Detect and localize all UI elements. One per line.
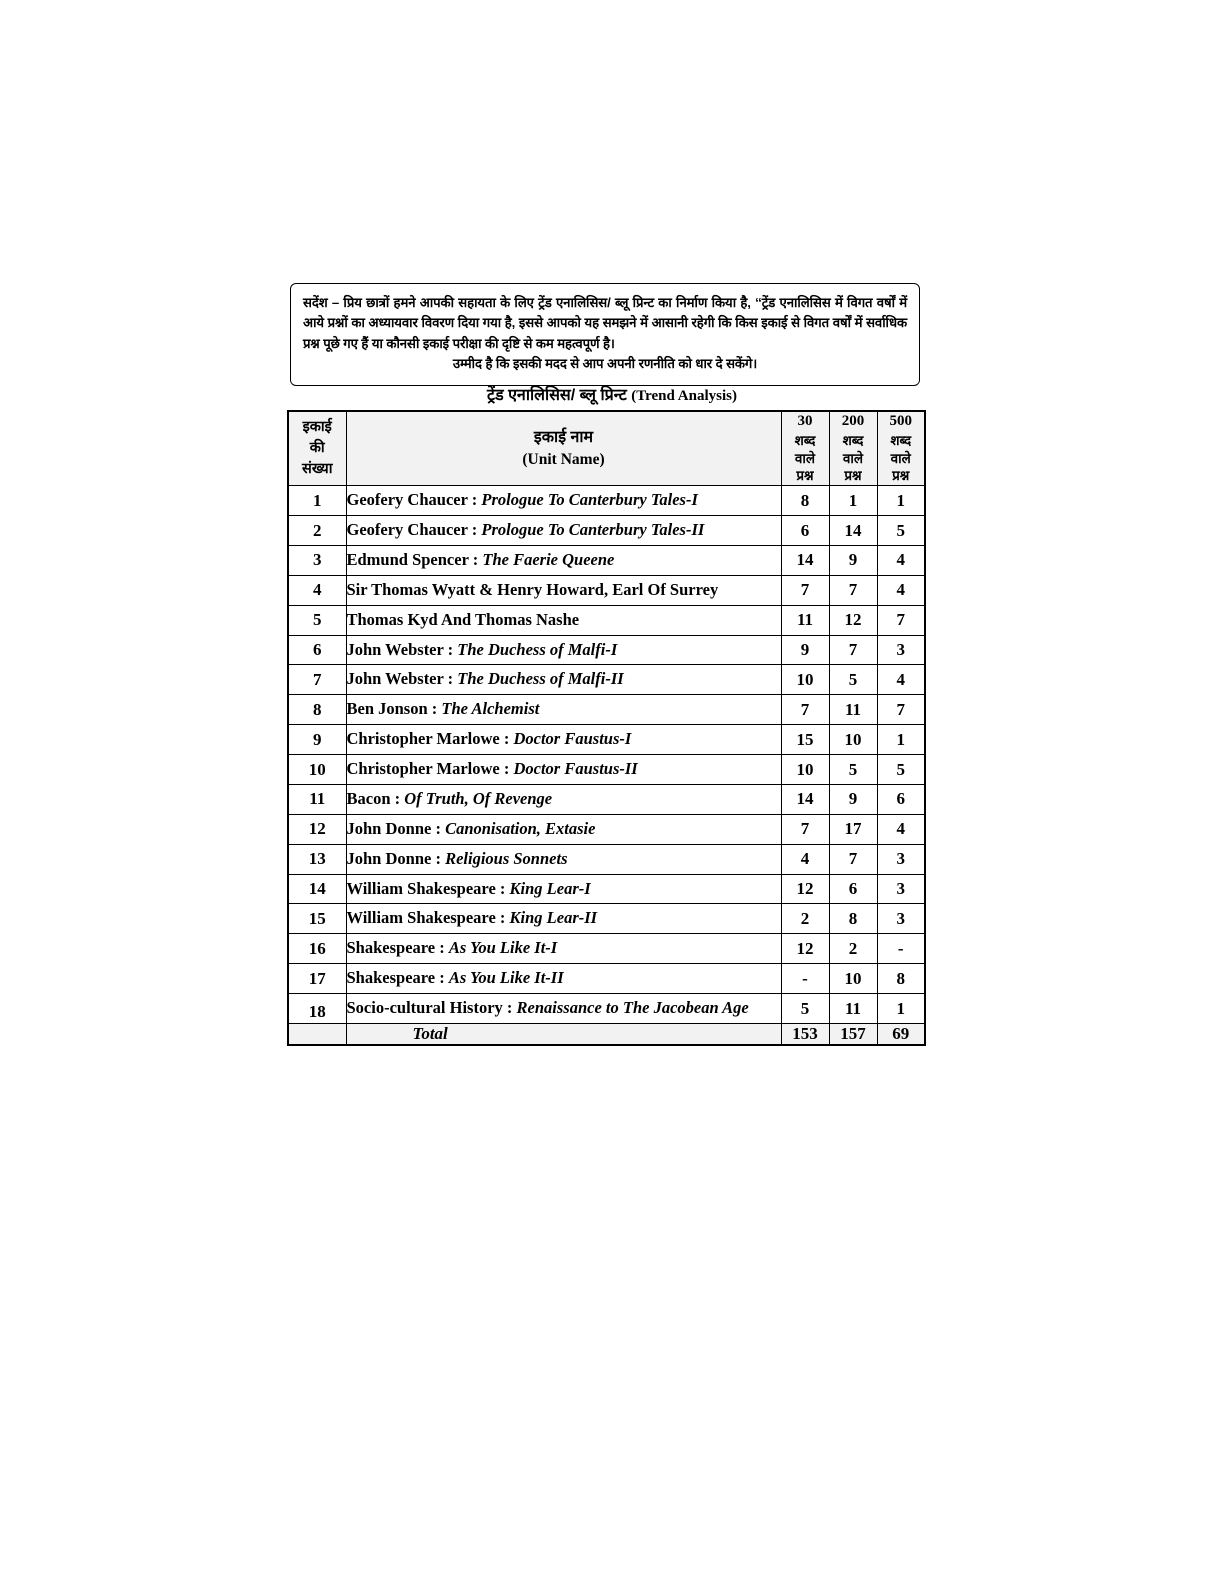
count-cell-c200: 12: [829, 605, 877, 635]
message-closing: उम्मीद है कि इसकी मदद से आप अपनी रणनीति को धार दे सकेंगे।: [452, 356, 758, 372]
col500-line1: शब्द: [890, 432, 912, 448]
unit-author: John Donne :: [346, 818, 446, 838]
total-c30: 153: [781, 1023, 829, 1045]
table-row: [288, 784, 925, 814]
column-header-unit-number: [288, 411, 346, 486]
unit-author: Geofery Chaucer :: [346, 520, 482, 540]
unit-author: Bacon :: [346, 788, 405, 808]
unit-author: Thomas Kyd And Thomas Nashe: [346, 609, 580, 629]
unit-name-hindi: इकाई नाम: [533, 428, 594, 446]
unit-number-cell: 12: [288, 814, 346, 844]
unit-author: Christopher Marlowe :: [346, 729, 514, 749]
count-cell-c30: 9: [781, 635, 829, 665]
table-row: [288, 755, 925, 785]
unit-name-cell: [346, 695, 781, 725]
col500-line2: वाले: [890, 450, 911, 466]
count-cell-c200: 1: [829, 486, 877, 516]
unit-author: Shakespeare :: [346, 968, 449, 988]
table-row: [288, 665, 925, 695]
count-cell-c30: 7: [781, 695, 829, 725]
unit-number-line2: की: [309, 440, 325, 457]
table-row: [288, 635, 925, 665]
unit-number-cell: 18: [288, 994, 346, 1024]
table-row: [288, 904, 925, 934]
unit-name-cell: [346, 814, 781, 844]
column-header-200-words: [829, 411, 877, 486]
table-row: [288, 545, 925, 575]
unit-number-cell: 10: [288, 755, 346, 785]
table-row: [288, 874, 925, 904]
col200-line2: वाले: [842, 450, 864, 466]
count-cell-c500: 4: [877, 665, 925, 695]
unit-author: William Shakespeare :: [346, 878, 510, 898]
caption-english: (Trend Analysis): [631, 388, 737, 404]
unit-author: Ben Jonson :: [346, 699, 442, 719]
header-row: [288, 411, 925, 486]
table-body: [288, 486, 925, 1045]
count-cell-c500: 3: [877, 874, 925, 904]
unit-number-line3: संख्या: [302, 461, 333, 478]
table-row: [288, 575, 925, 605]
col200-line3: प्रश्न: [844, 468, 862, 484]
count-cell-c30: 7: [781, 814, 829, 844]
count-cell-c500: 3: [877, 904, 925, 934]
unit-number-cell: 1: [288, 486, 346, 516]
unit-name-cell: [346, 516, 781, 546]
unit-name-cell: [346, 874, 781, 904]
count-cell-c200: 2: [829, 934, 877, 964]
unit-title: Renaissance to The Jacobean Age: [516, 998, 749, 1018]
unit-title: As You Like It-I: [448, 938, 558, 958]
count-cell-c200: 7: [829, 575, 877, 605]
count-cell-c200: 9: [829, 545, 877, 575]
unit-author: Socio-cultural History :: [346, 998, 517, 1018]
unit-number-cell: 2: [288, 516, 346, 546]
table-row: [288, 844, 925, 874]
count-cell-c500: 5: [877, 516, 925, 546]
col30-number: 30: [797, 413, 813, 429]
trend-analysis-table-wrapper: [287, 410, 924, 1046]
unit-name-cell: [346, 784, 781, 814]
total-row: [288, 1023, 925, 1045]
caption-hindi: ट्रेंड एनालिसिस/ ब्लू प्रिन्ट: [487, 387, 632, 404]
table-row: [288, 934, 925, 964]
unit-author: Sir Thomas Wyatt & Henry Howard, Earl Of Surrey: [346, 579, 719, 599]
unit-number-cell: 15: [288, 904, 346, 934]
count-cell-c500: 7: [877, 605, 925, 635]
count-cell-c200: 10: [829, 964, 877, 994]
unit-name-cell: [346, 844, 781, 874]
unit-number-line1: इकाई: [302, 419, 332, 436]
trend-analysis-table: [287, 410, 926, 1046]
column-header-500-words: [877, 411, 925, 486]
count-cell-c200: 11: [829, 994, 877, 1024]
unit-name-english: (Unit Name): [522, 450, 605, 468]
table-caption: [0, 383, 1224, 405]
table-row: [288, 516, 925, 546]
count-cell-c500: 4: [877, 575, 925, 605]
unit-name-cell: [346, 755, 781, 785]
table-row: [288, 814, 925, 844]
count-cell-c30: -: [781, 964, 829, 994]
count-cell-c30: 12: [781, 874, 829, 904]
unit-title: Prologue To Canterbury Tales-I: [481, 490, 698, 510]
unit-title: The Alchemist: [441, 699, 540, 719]
table-row: [288, 605, 925, 635]
total-c200: 157: [829, 1023, 877, 1045]
unit-title: The Faerie Queene: [482, 549, 615, 569]
column-header-30-words: [781, 411, 829, 486]
col500-number: 500: [889, 413, 912, 429]
unit-number-cell: 8: [288, 695, 346, 725]
count-cell-c200: 5: [829, 665, 877, 695]
count-cell-c30: 10: [781, 755, 829, 785]
unit-author: Shakespeare :: [346, 938, 449, 958]
count-cell-c500: 3: [877, 844, 925, 874]
count-cell-c30: 15: [781, 725, 829, 755]
unit-title: As You Like It-II: [448, 968, 564, 988]
unit-title: The Duchess of Malfi-I: [457, 639, 618, 659]
count-cell-c500: 7: [877, 695, 925, 725]
unit-name-cell: [346, 486, 781, 516]
count-cell-c200: 7: [829, 844, 877, 874]
unit-name-cell: [346, 605, 781, 635]
table-row: [288, 994, 925, 1024]
unit-number-cell: 14: [288, 874, 346, 904]
count-cell-c200: 6: [829, 874, 877, 904]
unit-name-cell: [346, 545, 781, 575]
table-row: [288, 486, 925, 516]
count-cell-c200: 5: [829, 755, 877, 785]
unit-name-cell: [346, 725, 781, 755]
total-label: Total: [346, 1023, 781, 1045]
unit-author: John Donne :: [346, 848, 446, 868]
count-cell-c200: 8: [829, 904, 877, 934]
unit-name-cell: [346, 994, 781, 1024]
col200-number: 200: [841, 413, 865, 429]
count-cell-c200: 7: [829, 635, 877, 665]
unit-author: Geofery Chaucer :: [346, 490, 482, 510]
col30-line3: प्रश्न: [796, 468, 814, 484]
unit-number-cell: 17: [288, 964, 346, 994]
unit-title: Doctor Faustus-I: [513, 729, 632, 749]
column-header-unit-name: [346, 411, 781, 486]
unit-title: Religious Sonnets: [445, 848, 568, 868]
count-cell-c30: 5: [781, 994, 829, 1024]
table-header: [288, 411, 925, 486]
col30-line1: शब्द: [794, 432, 816, 448]
count-cell-c30: 10: [781, 665, 829, 695]
unit-name-cell: [346, 575, 781, 605]
unit-author: Christopher Marlowe :: [346, 759, 514, 779]
count-cell-c500: -: [877, 934, 925, 964]
unit-author: John Webster :: [346, 669, 458, 689]
count-cell-c500: 8: [877, 964, 925, 994]
unit-author: William Shakespeare :: [346, 908, 510, 928]
unit-title: Prologue To Canterbury Tales-II: [481, 520, 705, 540]
unit-name-cell: [346, 665, 781, 695]
count-cell-c500: 5: [877, 755, 925, 785]
message-body: सदेंश – प्रिय छात्रों हमने आपकी सहायता के लिए ट्रेंड एनालिसिस/ ब्लू प्रिन्ट का निर्माण किया है, ‘‘ट्रेंड एनालिसिस में विगत वर्षों में आये प्रश्नों का अध्यायवार विवरण दिया गया है, इससे आपको यह समझने में आसानी रहेगी कि किस इकाई से विगत वर्षों में सर्वाधिक प्रश्न पूछे गए हैं या कौनसी इकाई परीक्षा की दृष्टि से कम महत्वपूर्ण है।: [303, 295, 907, 351]
unit-number-cell: 13: [288, 844, 346, 874]
count-cell-c500: 6: [877, 784, 925, 814]
unit-number-cell: 16: [288, 934, 346, 964]
unit-title: King Lear-II: [509, 908, 598, 928]
table-row: [288, 725, 925, 755]
unit-title: Doctor Faustus-II: [513, 759, 638, 779]
unit-title: King Lear-I: [509, 878, 591, 898]
unit-number-cell: 3: [288, 545, 346, 575]
count-cell-c30: 14: [781, 545, 829, 575]
count-cell-c30: 6: [781, 516, 829, 546]
count-cell-c30: 2: [781, 904, 829, 934]
total-blank-cell: [288, 1023, 346, 1045]
unit-title: Of Truth, Of Revenge: [404, 788, 553, 808]
message-box: [290, 283, 920, 386]
count-cell-c500: 1: [877, 994, 925, 1024]
count-cell-c500: 4: [877, 545, 925, 575]
count-cell-c200: 14: [829, 516, 877, 546]
unit-number-cell: 4: [288, 575, 346, 605]
col500-line3: प्रश्न: [892, 468, 910, 484]
unit-number-cell: 7: [288, 665, 346, 695]
count-cell-c500: 3: [877, 635, 925, 665]
count-cell-c30: 4: [781, 844, 829, 874]
count-cell-c30: 14: [781, 784, 829, 814]
col30-line2: वाले: [794, 450, 816, 466]
col200-line1: शब्द: [842, 432, 864, 448]
count-cell-c30: 7: [781, 575, 829, 605]
count-cell-c200: 10: [829, 725, 877, 755]
total-c500: 69: [877, 1023, 925, 1045]
table-row: [288, 695, 925, 725]
count-cell-c200: 9: [829, 784, 877, 814]
unit-author: Edmund Spencer :: [346, 549, 483, 569]
count-cell-c200: 17: [829, 814, 877, 844]
unit-title: The Duchess of Malfi-II: [457, 669, 624, 689]
unit-number-cell: 9: [288, 725, 346, 755]
unit-number-cell: 11: [288, 784, 346, 814]
unit-name-cell: [346, 934, 781, 964]
count-cell-c30: 12: [781, 934, 829, 964]
count-cell-c500: 4: [877, 814, 925, 844]
count-cell-c200: 11: [829, 695, 877, 725]
count-cell-c500: 1: [877, 725, 925, 755]
unit-name-cell: [346, 964, 781, 994]
unit-author: John Webster :: [346, 639, 458, 659]
unit-title: Canonisation, Extasie: [445, 818, 596, 838]
count-cell-c30: 8: [781, 486, 829, 516]
unit-name-cell: [346, 635, 781, 665]
unit-number-cell: 6: [288, 635, 346, 665]
table-row: [288, 964, 925, 994]
count-cell-c30: 11: [781, 605, 829, 635]
count-cell-c500: 1: [877, 486, 925, 516]
unit-name-cell: [346, 904, 781, 934]
unit-number-cell: 5: [288, 605, 346, 635]
